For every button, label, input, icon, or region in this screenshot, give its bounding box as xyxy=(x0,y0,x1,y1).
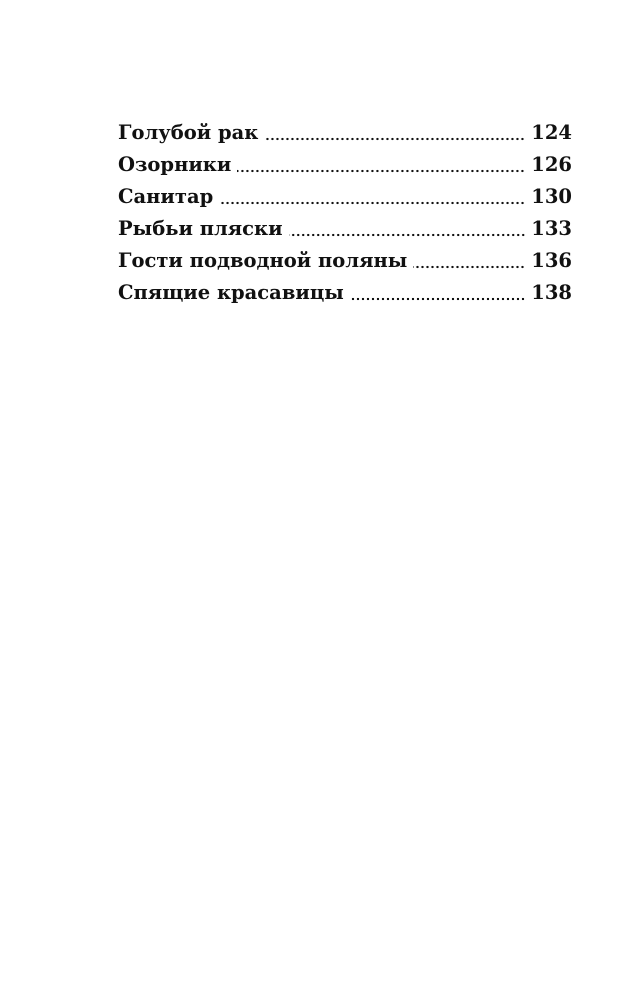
toc-entry-goluboy-rak xyxy=(118,117,572,149)
toc-entry-page-number: 130 xyxy=(531,185,572,208)
toc-entry-title: Санитар xyxy=(118,185,214,208)
toc-entry-title: Озорники xyxy=(118,153,232,176)
toc-entry-page-number: 138 xyxy=(531,281,572,304)
dot-leader xyxy=(219,201,525,205)
toc-entry-page-number: 133 xyxy=(531,217,572,240)
toc-entry-title: Спящие красавицы xyxy=(118,281,344,304)
toc-entry-page-number: 126 xyxy=(531,153,572,176)
toc-entry-ozorniki xyxy=(118,149,572,181)
toc-entry-rybi-plyaski xyxy=(118,213,572,245)
toc-entry-title: Голубой рак xyxy=(118,121,259,144)
dot-leader xyxy=(237,169,525,173)
dot-leader xyxy=(350,297,525,301)
toc-entry-title: Рыбьи пляски xyxy=(118,217,283,240)
dot-leader xyxy=(289,233,526,237)
dot-leader xyxy=(413,265,525,269)
toc-entry-spyashchie-krasavitsy xyxy=(118,277,572,309)
toc-entry-gosti-podvodnoy-polyany xyxy=(118,245,572,277)
toc-entry-page-number: 124 xyxy=(531,121,572,144)
dot-leader xyxy=(264,137,525,141)
toc-entry-sanitar xyxy=(118,181,572,213)
toc-entry-page-number: 136 xyxy=(531,249,572,272)
toc-entry-title: Гости подводной поляны xyxy=(118,249,408,272)
table-of-contents xyxy=(118,117,572,309)
